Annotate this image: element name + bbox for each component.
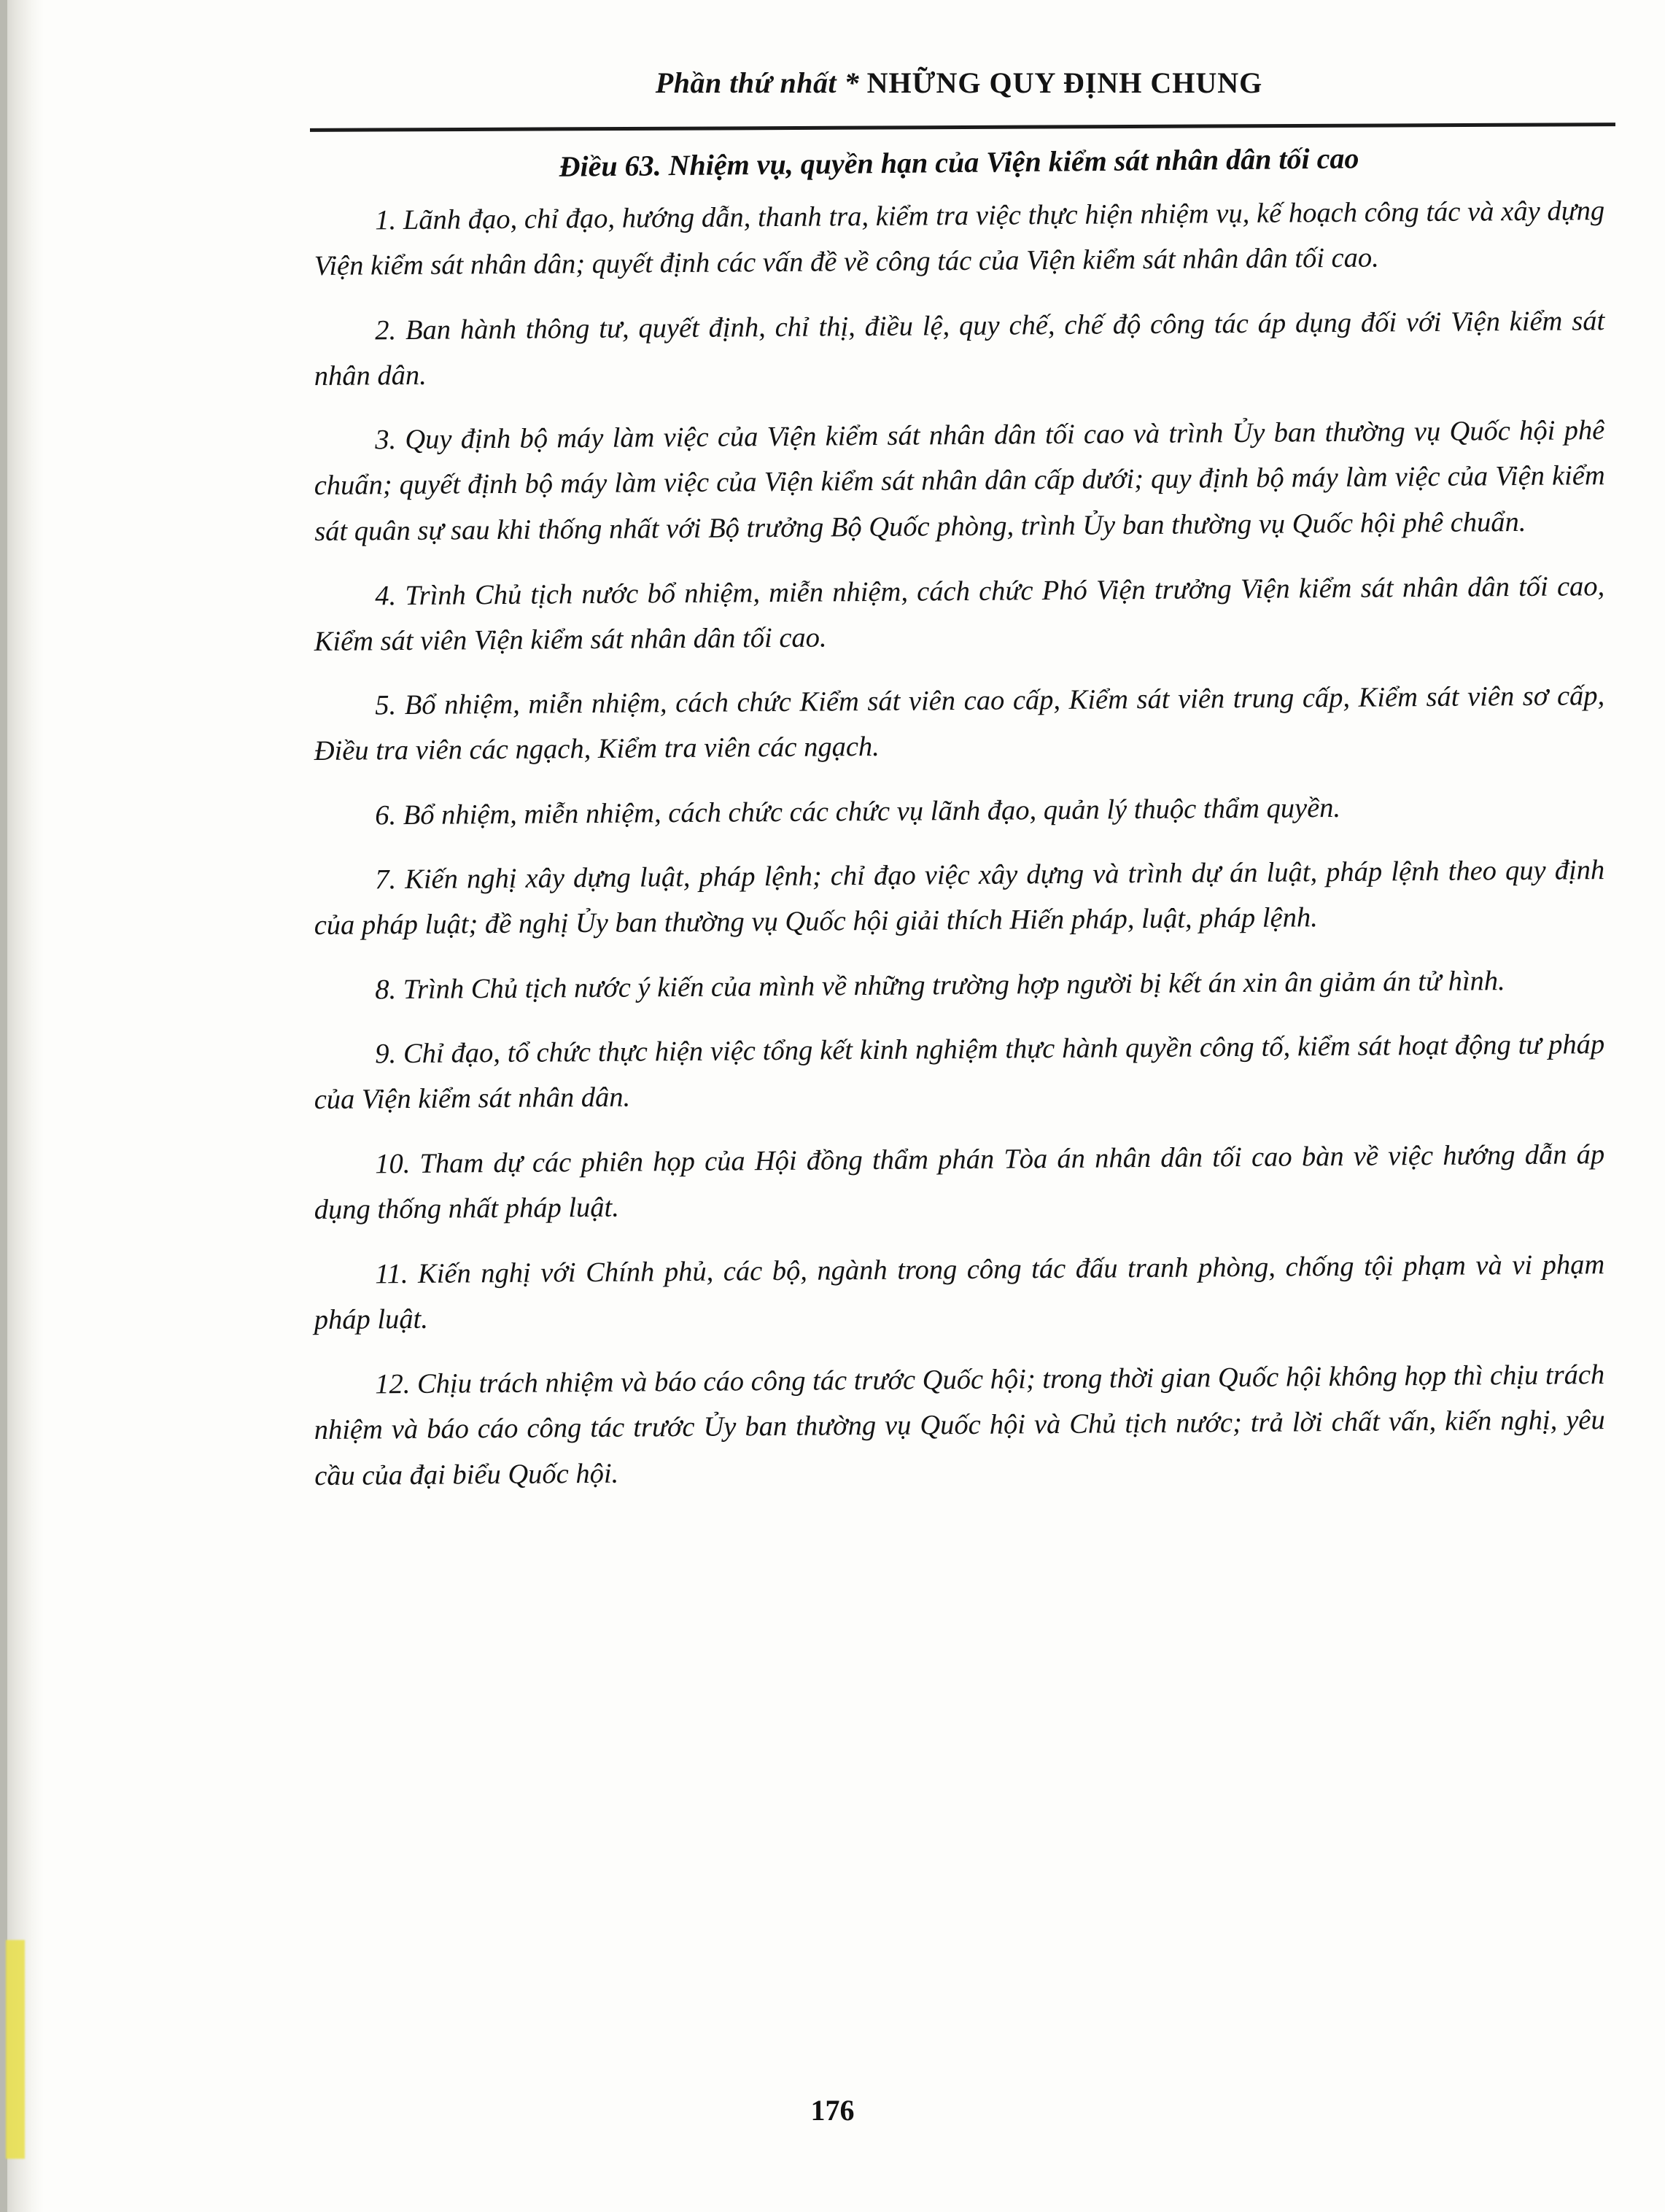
- running-header-title: NHỮNG QUY ĐỊNH CHUNG: [866, 66, 1263, 99]
- paragraph-1: 1. Lãnh đạo, chỉ đạo, hướng dẫn, thanh tra, kiểm tra việc thực hiện nhiệm vụ, kế hoạch công tác và xây dựng Viện kiểm sát nhân dân; quyết định các vấn đề về công tác của Viện kiểm sát nhân dân tối cao.: [314, 195, 1605, 282]
- paragraph-7: 7. Kiến nghị xây dựng luật, pháp lệnh; chỉ đạo việc xây dựng và trình dự án luật, pháp lệnh theo quy định của pháp luật; đề nghị Ủy ban thường vụ Quốc hội giải thích Hiến pháp, luật, pháp lệnh.: [314, 855, 1605, 942]
- book-spine-edge: [0, 0, 7, 2212]
- paragraph-8: 8. Trình Chủ tịch nước ý kiến của mình về những trường hợp người bị kết án xin ân giảm án tử hình.: [375, 966, 1505, 1006]
- paragraph-3: 3. Quy định bộ máy làm việc của Viện kiểm sát nhân dân tối cao và trình Ủy ban thường vụ Quốc hội phê chuẩn; quyết định bộ máy làm việc của Viện kiểm sát nhân dân cấp dưới; quy định bộ máy làm việc của Viện kiểm sát quân sự sau khi thống nhất với Bộ trưởng Bộ Quốc phòng, trình Ủy ban thường vụ Quốc hội phê chuẩn.: [314, 415, 1605, 548]
- paragraph-4: 4. Trình Chủ tịch nước bổ nhiệm, miễn nhiệm, cách chức Phó Viện trưởng Viện kiểm sát nhân dân tối cao, Kiểm sát viên Viện kiểm sát nhân dân tối cao.: [314, 570, 1605, 657]
- running-header: [314, 66, 1604, 100]
- paragraph-9: 9. Chỉ đạo, tổ chức thực hiện việc tổng kết kinh nghiệm thực hành quyền công tố, kiểm sát hoạt động tư pháp của Viện kiểm sát nhân dân.: [314, 1029, 1605, 1116]
- paragraph-12: 12. Chịu trách nhiệm và báo cáo công tác trước Quốc hội; trong thời gian Quốc hội không họp thì chịu trách nhiệm và báo cáo công tác trước Ủy ban thường vụ Quốc hội và Chủ tịch nước; trả lời chất vấn, kiến nghị, yêu cầu của đại biểu Quốc hội.: [314, 1359, 1605, 1491]
- paragraph-2: 2. Ban hành thông tư, quyết định, chỉ thị, điều lệ, quy chế, chế độ công tác áp dụng đối với Viện kiểm sát nhân dân.: [314, 305, 1605, 392]
- paragraph-11: 11. Kiến nghị với Chính phủ, các bộ, ngành trong công tác đấu tranh phòng, chống tội phạm và vi phạm pháp luật.: [314, 1249, 1605, 1336]
- paragraph-5: 5. Bổ nhiệm, miễn nhiệm, cách chức Kiểm sát viên cao cấp, Kiểm sát viên trung cấp, Kiểm sát viên sơ cấp, Điều tra viên các ngạch, Kiểm tra viên các ngạch.: [314, 680, 1605, 767]
- running-header-part: Phần thứ nhất *: [655, 66, 867, 99]
- paragraph-6: 6. Bổ nhiệm, miễn nhiệm, cách chức các chức vụ lãnh đạo, quản lý thuộc thẩm quyền.: [375, 792, 1341, 831]
- article-heading: Điều 63. Nhiệm vụ, quyền hạn của Viện kiểm sát nhân dân tối cao: [559, 141, 1359, 183]
- page-number: 176: [810, 2094, 855, 2127]
- page-content: [314, 66, 1604, 1499]
- paragraph-10: 10. Tham dự các phiên họp của Hội đồng thẩm phán Tòa án nhân dân tối cao bàn về việc hướng dẫn áp dụng thống nhất pháp luật.: [314, 1139, 1605, 1226]
